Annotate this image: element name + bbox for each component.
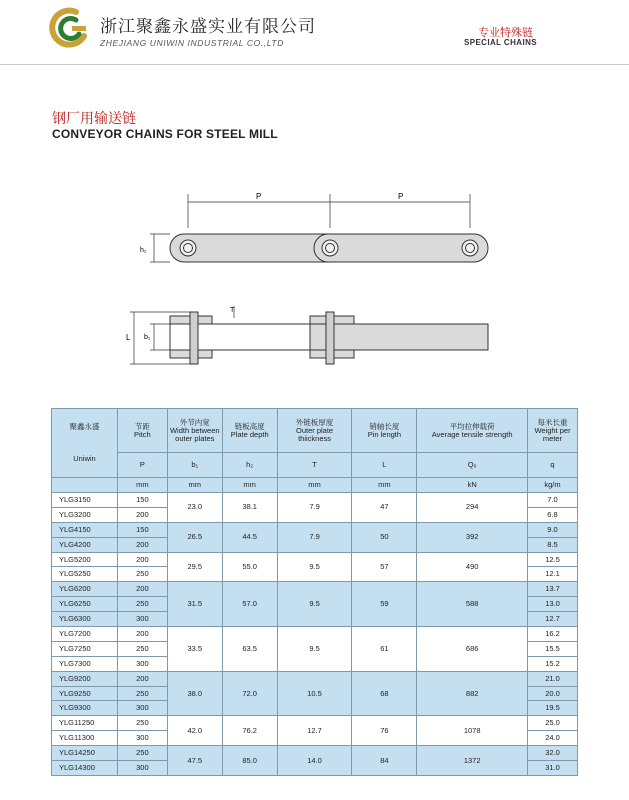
model-cell: YLG11300 (52, 731, 118, 746)
t-cell: 7.9 (277, 493, 352, 523)
symbol-cell: h₂ (222, 453, 277, 478)
model-cell: YLG7300 (52, 656, 118, 671)
b1-cell: 42.0 (167, 716, 222, 746)
model-cell: YLG6200 (52, 582, 118, 597)
h2-cell: 55.0 (222, 552, 277, 582)
unit-cell: mm (277, 478, 352, 493)
h2-cell: 44.5 (222, 522, 277, 552)
section-title-en: CONVEYOR CHAINS FOR STEEL MILL (52, 127, 278, 141)
model-cell: YLG3150 (52, 493, 118, 508)
weight-cell: 7.0 (528, 493, 578, 508)
symbol-cell: L (352, 453, 417, 478)
pitch-cell: 300 (117, 701, 167, 716)
chain-drawing (120, 186, 500, 376)
col-header-pitch: 节距 Pitch (117, 409, 167, 453)
t-cell: 9.5 (277, 627, 352, 672)
col-header-plate-depth: 链板高度 Plate depth (222, 409, 277, 453)
pitch-cell: 200 (117, 582, 167, 597)
header-row-names (52, 409, 578, 453)
l-cell: 47 (352, 493, 417, 523)
table-row (52, 627, 578, 642)
t-cell: 9.5 (277, 552, 352, 582)
h2-cell: 72.0 (222, 671, 277, 716)
pitch-cell: 200 (117, 537, 167, 552)
weight-cell: 21.0 (528, 671, 578, 686)
l-cell: 57 (352, 552, 417, 582)
table-row (52, 522, 578, 537)
unit-cell: mm (222, 478, 277, 493)
pitch-cell: 300 (117, 731, 167, 746)
brand-header-cell (52, 409, 118, 478)
company-name-en: ZHEJIANG UNIWIN INDUSTRIAL CO.,LTD (100, 38, 284, 48)
symbol-cell: T (277, 453, 352, 478)
weight-cell: 19.5 (528, 701, 578, 716)
b1-cell: 23.0 (167, 493, 222, 523)
b1-label: b₁ (144, 334, 151, 341)
header-row-units (52, 478, 578, 493)
symbol-cell: P (117, 453, 167, 478)
company-name-cn: 浙江聚鑫永盛实业有限公司 (100, 17, 316, 37)
symbol-cell: Q₀ (417, 453, 528, 478)
q0-cell: 490 (417, 552, 528, 582)
pitch-cell: 300 (117, 656, 167, 671)
model-cell: YLG14250 (52, 746, 118, 761)
model-cell: YLG7200 (52, 627, 118, 642)
model-cell: YLG4200 (52, 537, 118, 552)
model-cell: YLG5250 (52, 567, 118, 582)
model-cell: YLG11250 (52, 716, 118, 731)
pitch-cell: 200 (117, 552, 167, 567)
l-cell: 84 (352, 746, 417, 776)
weight-cell: 31.0 (528, 761, 578, 776)
pitch-cell: 200 (117, 507, 167, 522)
t-cell: 7.9 (277, 522, 352, 552)
model-cell: YLG9200 (52, 671, 118, 686)
col-header-pin-length: 销轴长度 Pin length (352, 409, 417, 453)
weight-cell: 12.5 (528, 552, 578, 567)
weight-cell: 6.8 (528, 507, 578, 522)
h2-cell: 38.1 (222, 493, 277, 523)
weight-cell: 15.2 (528, 656, 578, 671)
l-cell: 59 (352, 582, 417, 627)
symbol-cell: q (528, 453, 578, 478)
weight-cell: 13.7 (528, 582, 578, 597)
pitch-cell: 200 (117, 627, 167, 642)
header-row-symbols (52, 453, 578, 478)
pitch-dimension (188, 194, 470, 228)
b1-cell: 31.5 (167, 582, 222, 627)
weight-cell: 24.0 (528, 731, 578, 746)
pitch-cell: 300 (117, 761, 167, 776)
pitch-label-2: P (398, 192, 404, 201)
brand-name-en: Uniwin (73, 454, 96, 463)
q0-cell: 294 (417, 493, 528, 523)
table-row (52, 671, 578, 686)
pitch-cell: 200 (117, 671, 167, 686)
weight-cell: 13.0 (528, 597, 578, 612)
unit-cell: mm (117, 478, 167, 493)
q0-cell: 686 (417, 627, 528, 672)
model-cell: YLG9250 (52, 686, 118, 701)
h2-dimension (150, 234, 170, 262)
pitch-cell: 250 (117, 686, 167, 701)
l-cell: 50 (352, 522, 417, 552)
unit-cell-empty (52, 478, 118, 493)
model-cell: YLG3200 (52, 507, 118, 522)
h2-cell: 63.5 (222, 627, 277, 672)
unit-cell: kN (417, 478, 528, 493)
weight-cell: 32.0 (528, 746, 578, 761)
model-cell: YLG7250 (52, 641, 118, 656)
t-cell: 9.5 (277, 582, 352, 627)
b1-cell: 26.5 (167, 522, 222, 552)
h2-cell: 57.0 (222, 582, 277, 627)
header-divider (0, 64, 629, 65)
h2-label: h₂ (140, 247, 147, 254)
weight-cell: 16.2 (528, 627, 578, 642)
l-label: L (126, 333, 131, 342)
pitch-cell: 250 (117, 716, 167, 731)
table-row (52, 716, 578, 731)
col-header-weight: 每米长重 Weight per meter (528, 409, 578, 453)
l-cell: 68 (352, 671, 417, 716)
table-row (52, 493, 578, 508)
brand-name-cn: 聚鑫永盛 (69, 422, 100, 431)
h2-cell: 85.0 (222, 746, 277, 776)
col-header-plate-thickness: 外链板厚度 Outer plate thiickness (277, 409, 352, 453)
model-cell: YLG9300 (52, 701, 118, 716)
b1-cell: 29.5 (167, 552, 222, 582)
b1-cell: 47.5 (167, 746, 222, 776)
model-cell: YLG6300 (52, 612, 118, 627)
category-tag-cn: 专业特殊链 (478, 26, 533, 39)
pitch-cell: 250 (117, 641, 167, 656)
category-tag-en: SPECIAL CHAINS (463, 38, 537, 47)
b1-cell: 38.0 (167, 671, 222, 716)
model-cell: YLG6250 (52, 597, 118, 612)
q0-cell: 588 (417, 582, 528, 627)
model-cell: YLG4150 (52, 522, 118, 537)
t-cell: 10.5 (277, 671, 352, 716)
weight-cell: 25.0 (528, 716, 578, 731)
pitch-cell: 250 (117, 597, 167, 612)
weight-cell: 8.5 (528, 537, 578, 552)
weight-cell: 12.7 (528, 612, 578, 627)
l-cell: 61 (352, 627, 417, 672)
spec-table (51, 408, 578, 776)
model-cell: YLG5200 (52, 552, 118, 567)
table-row (52, 552, 578, 567)
t-cell: 14.0 (277, 746, 352, 776)
pitch-cell: 300 (117, 612, 167, 627)
model-cell: YLG14300 (52, 761, 118, 776)
unit-cell: mm (167, 478, 222, 493)
q0-cell: 1372 (417, 746, 528, 776)
company-logo (46, 6, 90, 50)
unit-cell: kg/m (528, 478, 578, 493)
pitch-cell: 150 (117, 493, 167, 508)
weight-cell: 9.0 (528, 522, 578, 537)
section-title-cn: 钢厂用输送链 (52, 111, 136, 127)
h2-cell: 76.2 (222, 716, 277, 746)
pitch-cell: 150 (117, 522, 167, 537)
pitch-cell: 250 (117, 567, 167, 582)
unit-cell: mm (352, 478, 417, 493)
table-row (52, 746, 578, 761)
q0-cell: 392 (417, 522, 528, 552)
q0-cell: 882 (417, 671, 528, 716)
t-label: T (230, 307, 235, 314)
q0-cell: 1078 (417, 716, 528, 746)
weight-cell: 15.5 (528, 641, 578, 656)
weight-cell: 20.0 (528, 686, 578, 701)
b1-cell: 33.5 (167, 627, 222, 672)
l-cell: 76 (352, 716, 417, 746)
t-cell: 12.7 (277, 716, 352, 746)
weight-cell: 12.1 (528, 567, 578, 582)
page-header (0, 0, 629, 66)
table-row (52, 582, 578, 597)
pitch-label-1: P (256, 192, 262, 201)
pitch-cell: 250 (117, 746, 167, 761)
chain-top-view (170, 312, 488, 364)
symbol-cell: b₁ (167, 453, 222, 478)
col-header-width: 外节内宽 Width between outer plates (167, 409, 222, 453)
col-header-tensile: 平均拉伸载荷 Average tensile strength (417, 409, 528, 453)
